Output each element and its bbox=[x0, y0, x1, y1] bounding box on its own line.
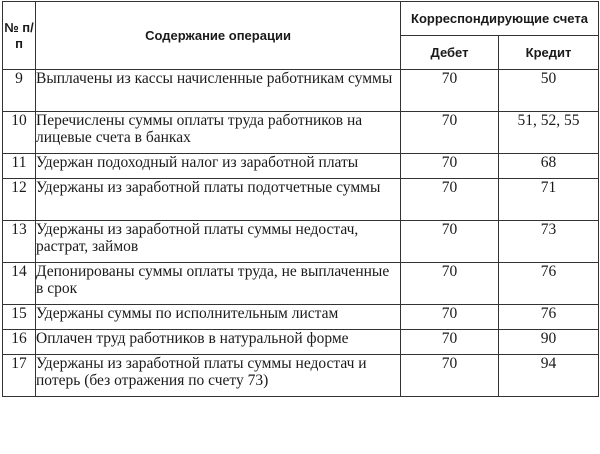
row-text: Выплачены из кассы начисленные работникам суммы bbox=[36, 70, 401, 112]
table-row bbox=[3, 305, 599, 330]
row-credit: 90 bbox=[499, 330, 599, 355]
row-credit: 94 bbox=[499, 355, 599, 397]
row-credit: 50 bbox=[499, 70, 599, 112]
row-debit: 70 bbox=[401, 70, 499, 112]
row-credit: 68 bbox=[499, 154, 599, 179]
table-row bbox=[3, 355, 599, 397]
row-credit: 73 bbox=[499, 221, 599, 263]
row-debit: 70 bbox=[401, 330, 499, 355]
row-debit: 70 bbox=[401, 154, 499, 179]
table-row bbox=[3, 112, 599, 154]
row-text: Удержан подоходный налог из заработной платы bbox=[36, 154, 401, 179]
row-num: 17 bbox=[3, 355, 36, 397]
table-row bbox=[3, 330, 599, 355]
header-content: Содержание операции bbox=[36, 2, 401, 70]
row-credit: 76 bbox=[499, 305, 599, 330]
row-text: Удержаны из заработной платы суммы недостач, растрат, займов bbox=[36, 221, 401, 263]
row-debit: 70 bbox=[401, 263, 499, 305]
row-text: Перечислены суммы оплаты труда работников на лицевые счета в банках bbox=[36, 112, 401, 154]
operations-table bbox=[2, 1, 599, 397]
header-corresponding: Корреспондирующие счета bbox=[401, 2, 599, 36]
header-credit: Кредит bbox=[499, 36, 599, 70]
row-debit: 70 bbox=[401, 355, 499, 397]
row-num: 16 bbox=[3, 330, 36, 355]
row-num: 14 bbox=[3, 263, 36, 305]
row-num: 11 bbox=[3, 154, 36, 179]
row-credit: 76 bbox=[499, 263, 599, 305]
row-text: Удержаны из заработной платы суммы недостач и потерь (без отражения по счету 73) bbox=[36, 355, 401, 397]
row-num: 15 bbox=[3, 305, 36, 330]
table-row bbox=[3, 221, 599, 263]
row-text: Удержаны суммы по исполнительным листам bbox=[36, 305, 401, 330]
row-text: Оплачен труд работников в натуральной форме bbox=[36, 330, 401, 355]
row-num: 13 bbox=[3, 221, 36, 263]
row-debit: 70 bbox=[401, 305, 499, 330]
row-num: 9 bbox=[3, 70, 36, 112]
row-num: 12 bbox=[3, 179, 36, 221]
table-row bbox=[3, 154, 599, 179]
table-row bbox=[3, 70, 599, 112]
row-credit: 71 bbox=[499, 179, 599, 221]
header-debit: Дебет bbox=[401, 36, 499, 70]
row-credit: 51, 52, 55 bbox=[499, 112, 599, 154]
row-debit: 70 bbox=[401, 112, 499, 154]
row-text: Депонированы суммы оплаты труда, не выплаченные в срок bbox=[36, 263, 401, 305]
row-text: Удержаны из заработной платы подотчетные суммы bbox=[36, 179, 401, 221]
row-debit: 70 bbox=[401, 221, 499, 263]
header-num: № п/п bbox=[3, 2, 36, 70]
table-row bbox=[3, 263, 599, 305]
table-row bbox=[3, 179, 599, 221]
row-debit: 70 bbox=[401, 179, 499, 221]
row-num: 10 bbox=[3, 112, 36, 154]
